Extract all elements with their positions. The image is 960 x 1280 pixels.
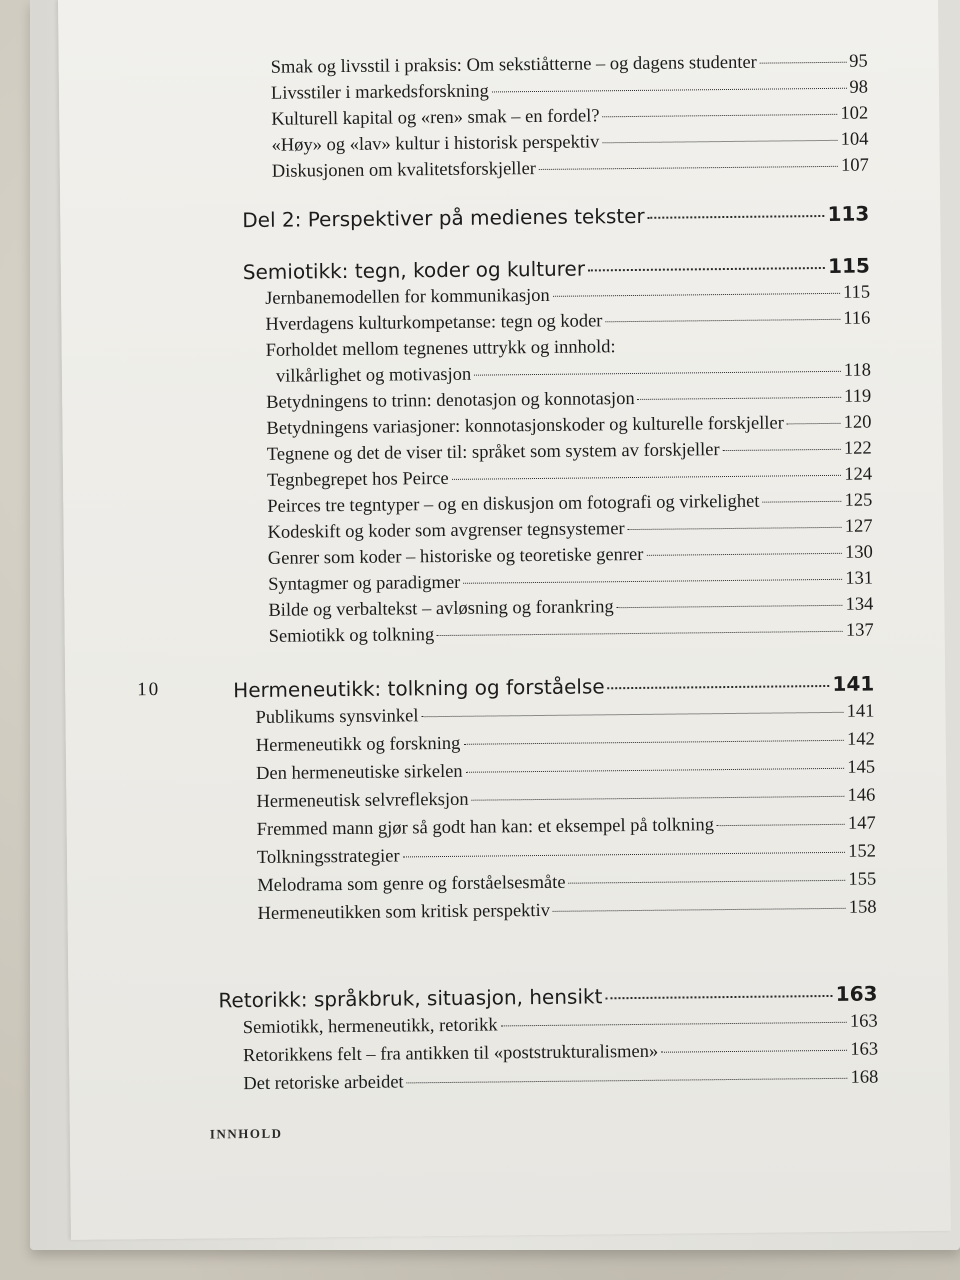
leader-dots	[569, 880, 846, 884]
toc-entry-title: Det retoriske arbeidet	[243, 1072, 404, 1095]
toc-entry-title: Den hermeneutiske sirkelen	[256, 761, 463, 784]
toc-entry-page: 137	[845, 620, 874, 641]
toc-entry	[269, 620, 874, 647]
leader-dots	[463, 579, 842, 584]
toc-entry	[257, 813, 876, 840]
toc-entry-page: 158	[848, 897, 877, 918]
leader-dots	[605, 319, 840, 322]
toc-entry-title: Publikums synsvinkel	[255, 706, 419, 728]
toc-entry	[271, 104, 868, 131]
toc-entry-page: 131	[845, 568, 874, 589]
toc-entry	[268, 594, 873, 621]
toc-entry	[243, 1067, 878, 1095]
toc-entry-title: Tegnene og det de viser til: språket som system av forskjeller	[266, 440, 720, 465]
toc-entry	[256, 729, 875, 756]
toc-entry-continuation: vilkårlighet og motivasjon	[275, 364, 472, 387]
toc-entry-title: Kulturell kapital og «ren» smak – en fordel?	[271, 106, 600, 130]
leader-dots	[661, 1050, 847, 1053]
leader-dots	[605, 995, 832, 999]
leader-dots	[588, 267, 825, 271]
toc-entry-title: Smak og livsstil i praksis: Om sekstiåtterne – og dagens studenter	[270, 52, 757, 78]
toc-entry-title: Betydningens variasjoner: konnotasjonskoder og kulturelle forskjeller	[266, 413, 784, 439]
toc-entry-title: Semiotikk og tolkning	[268, 625, 435, 647]
toc-entry-page: 107	[840, 155, 869, 176]
toc-entry-title: Genrer som koder – historiske og teoretiske genrer	[267, 544, 644, 569]
toc-entry-title: Betydningens to trinn: denotasjon og konnotasjon	[266, 388, 635, 413]
leader-dots	[638, 397, 841, 400]
toc-entry-title: Retorikkens felt – fra antikken til «poststrukturalismen»	[242, 1041, 659, 1067]
toc-entry-title: Hverdagens kulturkompetanse: tegn og koder	[265, 311, 603, 335]
toc-entry-title: Hermeneutikk: tolkning og forståelse	[233, 674, 605, 703]
toc-entry-title: Kodeskift og koder som avgrenser tegnsystemer	[267, 519, 625, 543]
running-footer: INNHOLD	[209, 1125, 283, 1142]
toc-entry	[268, 542, 873, 569]
toc-entry-title: Melodrama som genre og forståelsesmåte	[257, 872, 566, 896]
leader-dots	[762, 501, 841, 503]
leader-dots	[717, 824, 845, 826]
toc-entry	[243, 1011, 878, 1039]
leader-dots	[474, 371, 841, 376]
leader-dots	[602, 140, 837, 143]
toc-entry-title: Syntagmer og paradigmer	[268, 572, 461, 595]
toc-entry-page: 119	[844, 386, 872, 407]
toc-entry-page: 127	[844, 516, 873, 537]
toc-entry-page: 142	[846, 729, 875, 750]
toc-entry-page: 146	[847, 785, 876, 806]
toc-entry	[271, 52, 868, 79]
toc-entry	[257, 841, 876, 868]
toc-entry-title: Livsstiler i markedsforskning	[270, 81, 489, 104]
toc-entry-page: 120	[843, 412, 872, 433]
toc-entry	[266, 387, 871, 414]
toc-chapter-heading	[243, 254, 870, 285]
leader-dots	[760, 62, 846, 64]
leader-dots	[466, 768, 845, 773]
toc-entry-title: Semiotikk, hermeneutikk, retorikk	[242, 1015, 498, 1039]
toc-entry-page: 115	[827, 253, 870, 278]
toc-entry-page: 95	[849, 51, 868, 72]
toc-part-heading	[242, 202, 869, 233]
toc-entry-page: 104	[840, 129, 869, 150]
toc-entry-page: 163	[835, 981, 878, 1006]
leader-dots	[539, 166, 838, 170]
toc-entry	[256, 785, 875, 812]
book-page	[58, 0, 951, 1240]
toc-entry-title: Fremmed mann gjør så godt han kan: et eksempel på tolkning	[256, 815, 715, 840]
leader-dots	[463, 740, 844, 745]
leader-dots	[421, 712, 843, 717]
toc-entry-page: 102	[840, 103, 869, 124]
toc-entry-title: Peirces tre tegntyper – og en diskusjon om fotografi og virkelighet	[267, 491, 760, 517]
toc-entry	[255, 701, 874, 728]
toc-entry-title: Jernbanemodellen for kommunikasjon	[265, 285, 550, 309]
toc-entry-title: Diskusjonen om kvalitetsforskjeller	[271, 159, 537, 182]
toc-entry	[266, 413, 871, 440]
toc-chapter-heading	[233, 671, 874, 702]
toc-entry-page: 163	[850, 1039, 879, 1060]
leader-dots	[608, 685, 830, 689]
leader-dots	[628, 527, 842, 530]
leader-dots	[723, 449, 841, 451]
toc-entry	[267, 465, 872, 492]
toc-entry-page: 124	[844, 464, 873, 485]
toc-entry-title: Hermeneutisk selvrefleksjon	[256, 789, 469, 812]
toc-entry-title: Hermeneutikken som kritisk perspektiv	[257, 900, 551, 924]
toc-entry-title: Hermeneutikk og forskning	[255, 733, 461, 756]
toc-entry	[276, 361, 871, 388]
toc-entry-title: Forholdet mellom tegnenes uttrykk og innhold:	[265, 337, 616, 361]
toc-entry	[257, 897, 876, 924]
toc-chapter-heading	[218, 981, 877, 1012]
table-of-contents	[58, 0, 951, 1240]
toc-entry-title: Retorikk: språkbruk, situasjon, hensikt	[218, 984, 603, 1013]
leader-dots	[472, 796, 845, 801]
toc-entry-page: 116	[843, 308, 871, 329]
leader-dots	[437, 631, 843, 636]
leader-dots	[452, 475, 842, 480]
toc-entry-page: 168	[850, 1067, 879, 1088]
leader-dots	[407, 1078, 848, 1084]
toc-entry-page: 130	[844, 542, 873, 563]
toc-entry-title: Semiotikk: tegn, koder og kulturer	[242, 256, 586, 285]
leader-dots	[648, 215, 825, 219]
toc-entry-page: 122	[843, 438, 872, 459]
leader-dots	[501, 1022, 847, 1027]
toc-entry-page: 145	[847, 757, 876, 778]
toc-entry	[257, 869, 876, 896]
toc-entry-page: 163	[849, 1011, 878, 1032]
toc-entry	[265, 309, 870, 336]
toc-entry	[271, 78, 868, 105]
toc-entry	[267, 439, 872, 466]
leader-dots	[492, 88, 847, 93]
leader-dots	[603, 114, 838, 117]
toc-entry-page: 147	[847, 813, 876, 834]
toc-entry	[267, 516, 872, 543]
toc-entry-page: 115	[842, 282, 871, 303]
leader-dots	[553, 908, 846, 912]
toc-entry	[243, 1039, 878, 1067]
toc-entry	[256, 757, 875, 784]
toc-entry-page: 125	[844, 490, 873, 511]
toc-entry-page: 134	[845, 594, 874, 615]
toc-entry	[265, 283, 870, 310]
toc-entry-page: 98	[849, 77, 869, 98]
leader-dots	[787, 423, 841, 425]
toc-entry-title: Tegnbegrepet hos Peirce	[266, 468, 449, 491]
toc-entry-page: 141	[832, 671, 875, 696]
chapter-number: 10	[137, 678, 161, 701]
toc-entry-title: Del 2: Perspektiver på medienes tekster	[242, 203, 645, 233]
toc-entry-title: Bilde og verbaltekst – avløsning og forankring	[268, 597, 614, 621]
toc-entry-page: 113	[827, 201, 870, 226]
leader-dots	[646, 553, 842, 556]
toc-entry-page: 141	[846, 701, 875, 722]
leader-dots	[403, 852, 846, 858]
toc-entry	[268, 568, 873, 595]
toc-entry-title: Tolkningsstrategier	[256, 846, 400, 868]
toc-entry-page: 118	[843, 360, 872, 381]
toc-entry	[271, 130, 868, 157]
leader-dots	[617, 605, 843, 608]
toc-entry	[272, 156, 869, 183]
leader-dots	[553, 293, 840, 297]
toc-entry-title: «Høy» og «lav» kultur i historisk perspektiv	[271, 132, 600, 156]
toc-entry-page: 155	[848, 869, 877, 890]
toc-entry-page: 152	[848, 841, 877, 862]
toc-entry	[267, 491, 872, 518]
